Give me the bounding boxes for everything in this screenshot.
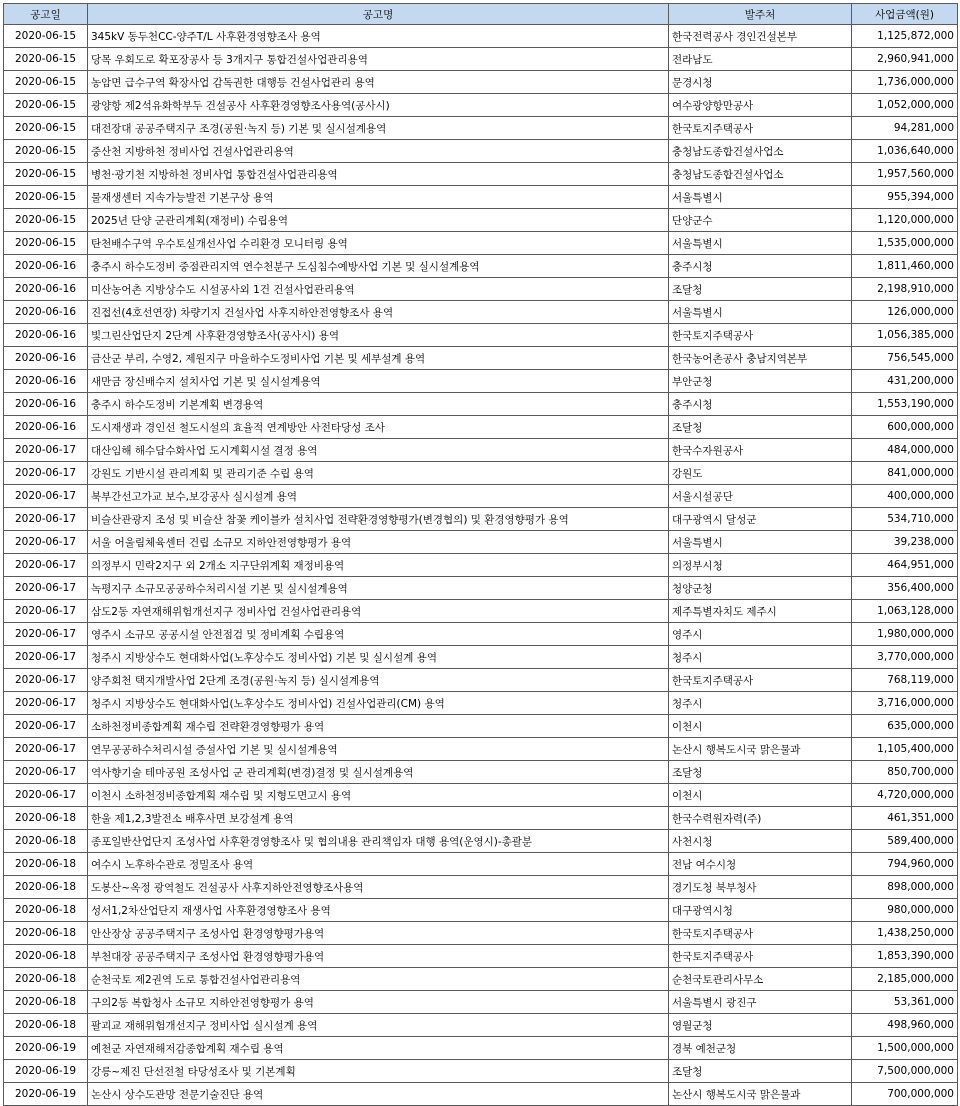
cell-notice-date[interactable]: 2020-06-18 xyxy=(4,876,88,899)
cell-notice-date[interactable]: 2020-06-15 xyxy=(4,209,88,232)
cell-client[interactable]: 논산시 행복도시국 맑은물과 xyxy=(669,1083,852,1106)
table-row[interactable] xyxy=(4,991,958,1014)
cell-notice-date[interactable]: 2020-06-18 xyxy=(4,991,88,1014)
table-row[interactable] xyxy=(4,186,958,209)
cell-notice-title[interactable]: 물재생센터 지속가능발전 기본구상 용역 xyxy=(88,186,669,209)
cell-amount[interactable]: 1,036,640,000 xyxy=(852,140,958,163)
table-row[interactable] xyxy=(4,922,958,945)
cell-client[interactable]: 한국토지주택공사 xyxy=(669,945,852,968)
cell-amount[interactable]: 1,125,872,000 xyxy=(852,25,958,48)
cell-client[interactable]: 한국토지주택공사 xyxy=(669,117,852,140)
bid-notice-table xyxy=(3,3,958,1106)
cell-client[interactable]: 한국수력원자력(주) xyxy=(669,807,852,830)
cell-amount[interactable]: 768,119,000 xyxy=(852,669,958,692)
cell-notice-date[interactable]: 2020-06-15 xyxy=(4,232,88,255)
cell-client[interactable]: 대구광역시청 xyxy=(669,899,852,922)
cell-amount[interactable]: 1,957,560,000 xyxy=(852,163,958,186)
cell-amount[interactable]: 400,000,000 xyxy=(852,485,958,508)
cell-client[interactable]: 여수광양항만공사 xyxy=(669,94,852,117)
cell-notice-title[interactable]: 부천대장 공공주택지구 조성사업 환경영향평가용역 xyxy=(88,945,669,968)
cell-notice-title[interactable]: 345kV 동두천CC-양주T/L 사후환경영향조사 용역 xyxy=(88,25,669,48)
table-row[interactable] xyxy=(4,1014,958,1037)
cell-notice-date[interactable]: 2020-06-17 xyxy=(4,623,88,646)
cell-notice-title[interactable]: 예천군 자연재해저감종합계획 재수립 용역 xyxy=(88,1037,669,1060)
header-amount[interactable]: 사업금액(원) xyxy=(852,4,958,25)
table-row[interactable] xyxy=(4,807,958,830)
cell-amount[interactable]: 1,063,128,000 xyxy=(852,600,958,623)
cell-notice-title[interactable]: 소하천정비종합계획 재수립 전략환경영향평가 용역 xyxy=(88,715,669,738)
table-row[interactable] xyxy=(4,715,958,738)
cell-notice-date[interactable]: 2020-06-18 xyxy=(4,830,88,853)
cell-amount[interactable]: 2,185,000,000 xyxy=(852,968,958,991)
cell-amount[interactable]: 589,400,000 xyxy=(852,830,958,853)
cell-notice-date[interactable]: 2020-06-17 xyxy=(4,669,88,692)
cell-notice-date[interactable]: 2020-06-17 xyxy=(4,508,88,531)
table-row[interactable] xyxy=(4,278,958,301)
cell-notice-title[interactable]: 청주시 지방상수도 현대화사업(노후상수도 정비사업) 기본 및 실시설계 용역 xyxy=(88,646,669,669)
cell-notice-title[interactable]: 금산군 부리, 수영2, 제원지구 마을하수도정비사업 기본 및 세부설계 용역 xyxy=(88,347,669,370)
cell-notice-title[interactable]: 안산장상 공공주택지구 조성사업 환경영향평가용역 xyxy=(88,922,669,945)
cell-amount[interactable]: 461,351,000 xyxy=(852,807,958,830)
cell-amount[interactable]: 700,000,000 xyxy=(852,1083,958,1106)
cell-client[interactable]: 사천시청 xyxy=(669,830,852,853)
cell-notice-title[interactable]: 대전장대 공공주택지구 조경(공원·녹지 등) 기본 및 실시설계용역 xyxy=(88,117,669,140)
cell-amount[interactable]: 1,811,460,000 xyxy=(852,255,958,278)
cell-amount[interactable]: 850,700,000 xyxy=(852,761,958,784)
cell-amount[interactable]: 1,500,000,000 xyxy=(852,1037,958,1060)
cell-client[interactable]: 충주시청 xyxy=(669,255,852,278)
cell-client[interactable]: 순천국토관리사무소 xyxy=(669,968,852,991)
cell-notice-title[interactable]: 대산임해 해수담수화사업 도시계획시설 결정 용역 xyxy=(88,439,669,462)
cell-amount[interactable]: 1,535,000,000 xyxy=(852,232,958,255)
table-row[interactable] xyxy=(4,830,958,853)
table-row[interactable] xyxy=(4,209,958,232)
cell-notice-title[interactable]: 한울 제1,2,3발전소 배후사면 보강설계 용역 xyxy=(88,807,669,830)
cell-client[interactable]: 조달청 xyxy=(669,761,852,784)
cell-client[interactable]: 강원도 xyxy=(669,462,852,485)
cell-notice-title[interactable]: 충주시 하수도정비 중점관리지역 연수천분구 도심침수예방사업 기본 및 실시설계용역 xyxy=(88,255,669,278)
cell-notice-title[interactable]: 강원도 기반시설 관리계획 및 관리기준 수립 용역 xyxy=(88,462,669,485)
cell-amount[interactable]: 980,000,000 xyxy=(852,899,958,922)
cell-notice-date[interactable]: 2020-06-15 xyxy=(4,25,88,48)
cell-notice-title[interactable]: 광양항 제2석유화학부두 건설공사 사후환경영향조사용역(공사시) xyxy=(88,94,669,117)
cell-amount[interactable]: 898,000,000 xyxy=(852,876,958,899)
cell-amount[interactable]: 2,198,910,000 xyxy=(852,278,958,301)
cell-notice-date[interactable]: 2020-06-17 xyxy=(4,715,88,738)
cell-notice-date[interactable]: 2020-06-16 xyxy=(4,255,88,278)
table-row[interactable] xyxy=(4,1060,958,1083)
cell-notice-date[interactable]: 2020-06-19 xyxy=(4,1037,88,1060)
cell-amount[interactable]: 464,951,000 xyxy=(852,554,958,577)
cell-notice-title[interactable]: 농암면 급수구역 확장사업 감독권한 대행등 건설사업관리 용역 xyxy=(88,71,669,94)
cell-notice-title[interactable]: 구의2동 복합청사 소규모 지하안전영향평가 용역 xyxy=(88,991,669,1014)
cell-client[interactable]: 문경시청 xyxy=(669,71,852,94)
cell-notice-title[interactable]: 당목 우회도로 확포장공사 등 3개지구 통합건설사업관리용역 xyxy=(88,48,669,71)
cell-client[interactable]: 한국토지주택공사 xyxy=(669,922,852,945)
cell-notice-title[interactable]: 충주시 하수도정비 기본계획 변경용역 xyxy=(88,393,669,416)
table-row[interactable] xyxy=(4,439,958,462)
cell-notice-date[interactable]: 2020-06-17 xyxy=(4,577,88,600)
cell-notice-title[interactable]: 2025년 단양 군관리계획(재정비) 수립용역 xyxy=(88,209,669,232)
cell-amount[interactable]: 600,000,000 xyxy=(852,416,958,439)
cell-notice-date[interactable]: 2020-06-16 xyxy=(4,278,88,301)
cell-amount[interactable]: 94,281,000 xyxy=(852,117,958,140)
cell-client[interactable]: 서울특별시 xyxy=(669,301,852,324)
cell-client[interactable]: 단양군수 xyxy=(669,209,852,232)
cell-amount[interactable]: 484,000,000 xyxy=(852,439,958,462)
cell-notice-title[interactable]: 성서1,2차산업단지 재생사업 사후환경영향조사 용역 xyxy=(88,899,669,922)
cell-notice-date[interactable]: 2020-06-17 xyxy=(4,439,88,462)
cell-notice-title[interactable]: 빛그린산업단지 2단계 사후환경영향조사(공사시) 용역 xyxy=(88,324,669,347)
cell-amount[interactable]: 126,000,000 xyxy=(852,301,958,324)
cell-notice-title[interactable]: 역사향기술 테마공원 조성사업 군 관리계획(변경)결정 및 실시설계용역 xyxy=(88,761,669,784)
cell-amount[interactable]: 356,400,000 xyxy=(852,577,958,600)
cell-notice-title[interactable]: 팔괴교 재해위험개선지구 정비사업 실시설계 용역 xyxy=(88,1014,669,1037)
cell-notice-title[interactable]: 진접선(4호선연장) 차량기지 건설사업 사후지하안전영향조사 용역 xyxy=(88,301,669,324)
cell-notice-date[interactable]: 2020-06-18 xyxy=(4,968,88,991)
table-row[interactable] xyxy=(4,577,958,600)
cell-notice-date[interactable]: 2020-06-15 xyxy=(4,186,88,209)
cell-client[interactable]: 논산시 행복도시국 맑은물과 xyxy=(669,738,852,761)
table-row[interactable] xyxy=(4,416,958,439)
table-row[interactable] xyxy=(4,761,958,784)
cell-client[interactable]: 청주시 xyxy=(669,692,852,715)
table-row[interactable] xyxy=(4,554,958,577)
cell-amount[interactable]: 1,052,000,000 xyxy=(852,94,958,117)
cell-notice-title[interactable]: 비슬산관광지 조성 및 비슬산 참꽃 케이블카 설치사업 전략환경영향평가(변경협의) 및 환경영향평가 용역 xyxy=(88,508,669,531)
cell-notice-date[interactable]: 2020-06-17 xyxy=(4,554,88,577)
table-row[interactable] xyxy=(4,370,958,393)
cell-client[interactable]: 조달청 xyxy=(669,1060,852,1083)
cell-notice-title[interactable]: 북부간선고가교 보수,보강공사 실시설계 용역 xyxy=(88,485,669,508)
cell-notice-date[interactable]: 2020-06-17 xyxy=(4,485,88,508)
cell-client[interactable]: 한국토지주택공사 xyxy=(669,669,852,692)
table-row[interactable] xyxy=(4,48,958,71)
cell-amount[interactable]: 1,056,385,000 xyxy=(852,324,958,347)
cell-client[interactable]: 조달청 xyxy=(669,278,852,301)
cell-client[interactable]: 한국농어촌공사 충남지역본부 xyxy=(669,347,852,370)
header-row xyxy=(4,4,958,25)
cell-client[interactable]: 한국전력공사 경인건설본부 xyxy=(669,25,852,48)
cell-client[interactable]: 의정부시청 xyxy=(669,554,852,577)
cell-notice-date[interactable]: 2020-06-18 xyxy=(4,945,88,968)
cell-notice-title[interactable]: 탄천배수구역 우수토실개선사업 수리환경 모니터링 용역 xyxy=(88,232,669,255)
cell-notice-date[interactable]: 2020-06-19 xyxy=(4,1083,88,1106)
cell-notice-date[interactable]: 2020-06-18 xyxy=(4,853,88,876)
cell-client[interactable]: 충청남도종합건설사업소 xyxy=(669,140,852,163)
table-row[interactable] xyxy=(4,163,958,186)
cell-notice-date[interactable]: 2020-06-17 xyxy=(4,784,88,807)
cell-notice-date[interactable]: 2020-06-18 xyxy=(4,1014,88,1037)
cell-notice-title[interactable]: 의정부시 민락2지구 외 2개소 지구단위계획 재정비용역 xyxy=(88,554,669,577)
cell-notice-date[interactable]: 2020-06-15 xyxy=(4,48,88,71)
table-row[interactable] xyxy=(4,117,958,140)
table-row[interactable] xyxy=(4,301,958,324)
cell-notice-title[interactable]: 병천·광기천 지방하천 정비사업 통합건설사업관리용역 xyxy=(88,163,669,186)
cell-client[interactable]: 부안군청 xyxy=(669,370,852,393)
cell-notice-date[interactable]: 2020-06-17 xyxy=(4,462,88,485)
cell-client[interactable]: 충청남도종합건설사업소 xyxy=(669,163,852,186)
cell-amount[interactable]: 498,960,000 xyxy=(852,1014,958,1037)
cell-notice-date[interactable]: 2020-06-17 xyxy=(4,692,88,715)
cell-amount[interactable]: 1,736,000,000 xyxy=(852,71,958,94)
table-row[interactable] xyxy=(4,876,958,899)
table-row[interactable] xyxy=(4,600,958,623)
cell-notice-title[interactable]: 이천시 소하천정비종합계획 재수립 및 지형도면고시 용역 xyxy=(88,784,669,807)
cell-client[interactable]: 청주시 xyxy=(669,646,852,669)
table-row[interactable] xyxy=(4,347,958,370)
cell-notice-title[interactable]: 녹평지구 소규모공공하수처리시설 기본 및 실시설계용역 xyxy=(88,577,669,600)
table-row[interactable] xyxy=(4,140,958,163)
cell-client[interactable]: 대구광역시 달성군 xyxy=(669,508,852,531)
cell-amount[interactable]: 635,000,000 xyxy=(852,715,958,738)
cell-notice-date[interactable]: 2020-06-16 xyxy=(4,301,88,324)
cell-notice-date[interactable]: 2020-06-16 xyxy=(4,393,88,416)
cell-amount[interactable]: 534,710,000 xyxy=(852,508,958,531)
cell-notice-title[interactable]: 미산농어촌 지방상수도 시설공사외 1건 건설사업관리용역 xyxy=(88,278,669,301)
cell-notice-date[interactable]: 2020-06-16 xyxy=(4,416,88,439)
cell-amount[interactable]: 4,720,000,000 xyxy=(852,784,958,807)
cell-client[interactable]: 충주시청 xyxy=(669,393,852,416)
table-row[interactable] xyxy=(4,94,958,117)
table-row[interactable] xyxy=(4,738,958,761)
table-row[interactable] xyxy=(4,1083,958,1106)
header-client[interactable]: 발주처 xyxy=(669,4,852,25)
cell-notice-title[interactable]: 삼도2동 자연재해위험개선지구 정비사업 건설사업관리용역 xyxy=(88,600,669,623)
table-row[interactable] xyxy=(4,784,958,807)
cell-amount[interactable]: 2,960,941,000 xyxy=(852,48,958,71)
cell-client[interactable]: 경기도청 북부청사 xyxy=(669,876,852,899)
cell-amount[interactable]: 1,853,390,000 xyxy=(852,945,958,968)
cell-notice-date[interactable]: 2020-06-17 xyxy=(4,531,88,554)
cell-notice-date[interactable]: 2020-06-19 xyxy=(4,1060,88,1083)
cell-notice-date[interactable]: 2020-06-16 xyxy=(4,370,88,393)
cell-amount[interactable]: 39,238,000 xyxy=(852,531,958,554)
table-row[interactable] xyxy=(4,899,958,922)
cell-notice-date[interactable]: 2020-06-15 xyxy=(4,71,88,94)
table-row[interactable] xyxy=(4,1037,958,1060)
cell-notice-date[interactable]: 2020-06-15 xyxy=(4,140,88,163)
cell-notice-title[interactable]: 서울 어울림체육센터 건립 소규모 지하안전영향평가 용역 xyxy=(88,531,669,554)
cell-client[interactable]: 한국수자원공사 xyxy=(669,439,852,462)
cell-notice-date[interactable]: 2020-06-17 xyxy=(4,738,88,761)
table-row[interactable] xyxy=(4,485,958,508)
header-notice-title[interactable]: 공고명 xyxy=(88,4,669,25)
cell-notice-title[interactable]: 논산시 상수도관망 전문기술진단 용역 xyxy=(88,1083,669,1106)
cell-notice-date[interactable]: 2020-06-15 xyxy=(4,163,88,186)
cell-client[interactable]: 제주특별자치도 제주시 xyxy=(669,600,852,623)
cell-amount[interactable]: 1,120,000,000 xyxy=(852,209,958,232)
cell-notice-title[interactable]: 순천국토 제2권역 도로 통합건설사업관리용역 xyxy=(88,968,669,991)
table-row[interactable] xyxy=(4,255,958,278)
cell-amount[interactable]: 3,716,000,000 xyxy=(852,692,958,715)
cell-client[interactable]: 전라남도 xyxy=(669,48,852,71)
cell-client[interactable]: 조달청 xyxy=(669,416,852,439)
cell-amount[interactable]: 1,980,000,000 xyxy=(852,623,958,646)
cell-client[interactable]: 이천시 xyxy=(669,784,852,807)
cell-client[interactable]: 영주시 xyxy=(669,623,852,646)
cell-client[interactable]: 서울특별시 xyxy=(669,531,852,554)
cell-client[interactable]: 영월군청 xyxy=(669,1014,852,1037)
table-row[interactable] xyxy=(4,393,958,416)
cell-client[interactable]: 서울특별시 xyxy=(669,186,852,209)
cell-notice-date[interactable]: 2020-06-17 xyxy=(4,600,88,623)
table-row[interactable] xyxy=(4,968,958,991)
table-row[interactable] xyxy=(4,508,958,531)
cell-notice-title[interactable]: 양주회천 택지개발사업 2단계 조경(공원·녹지 등) 실시설계용역 xyxy=(88,669,669,692)
table-row[interactable] xyxy=(4,324,958,347)
cell-notice-title[interactable]: 영주시 소규모 공공시설 안전점검 및 정비계획 수립용역 xyxy=(88,623,669,646)
table-row[interactable] xyxy=(4,25,958,48)
table-row[interactable] xyxy=(4,462,958,485)
cell-amount[interactable]: 794,960,000 xyxy=(852,853,958,876)
cell-amount[interactable]: 955,394,000 xyxy=(852,186,958,209)
cell-amount[interactable]: 7,500,000,000 xyxy=(852,1060,958,1083)
cell-amount[interactable]: 756,545,000 xyxy=(852,347,958,370)
cell-notice-date[interactable]: 2020-06-16 xyxy=(4,324,88,347)
cell-notice-date[interactable]: 2020-06-15 xyxy=(4,94,88,117)
cell-notice-title[interactable]: 연무공공하수처리시설 증설사업 기본 및 실시설계용역 xyxy=(88,738,669,761)
cell-amount[interactable]: 53,361,000 xyxy=(852,991,958,1014)
table-row[interactable] xyxy=(4,71,958,94)
table-row[interactable] xyxy=(4,692,958,715)
cell-amount[interactable]: 1,105,400,000 xyxy=(852,738,958,761)
cell-client[interactable]: 경북 예천군청 xyxy=(669,1037,852,1060)
table-row[interactable] xyxy=(4,669,958,692)
table-body xyxy=(4,25,958,1106)
cell-notice-date[interactable]: 2020-06-18 xyxy=(4,807,88,830)
cell-client[interactable]: 청양군청 xyxy=(669,577,852,600)
cell-notice-date[interactable]: 2020-06-18 xyxy=(4,922,88,945)
table-row[interactable] xyxy=(4,623,958,646)
cell-amount[interactable]: 431,200,000 xyxy=(852,370,958,393)
cell-amount[interactable]: 3,770,000,000 xyxy=(852,646,958,669)
table-row[interactable] xyxy=(4,945,958,968)
cell-client[interactable]: 전남 여수시청 xyxy=(669,853,852,876)
cell-notice-date[interactable]: 2020-06-17 xyxy=(4,646,88,669)
cell-notice-title[interactable]: 청주시 지방상수도 현대화사업(노후상수도 정비사업) 건설사업관리(CM) 용역 xyxy=(88,692,669,715)
table-row[interactable] xyxy=(4,853,958,876)
cell-notice-title[interactable]: 도시재생과 경인선 철도시설의 효율적 연계방안 사전타당성 조사 xyxy=(88,416,669,439)
cell-client[interactable]: 한국토지주택공사 xyxy=(669,324,852,347)
cell-notice-title[interactable]: 강릉~제진 단선전철 타당성조사 및 기본계획 xyxy=(88,1060,669,1083)
table-row[interactable] xyxy=(4,646,958,669)
cell-notice-title[interactable]: 새만금 장신배수지 설치사업 기본 및 실시설계용역 xyxy=(88,370,669,393)
table-row[interactable] xyxy=(4,531,958,554)
cell-client[interactable]: 서울특별시 광진구 xyxy=(669,991,852,1014)
cell-notice-date[interactable]: 2020-06-15 xyxy=(4,117,88,140)
cell-notice-title[interactable]: 종포일반산업단지 조성사업 사후환경영향조사 및 협의내용 관리책임자 대행 용역(운영시)-총괄분 xyxy=(88,830,669,853)
cell-notice-title[interactable]: 여수시 노후하수관로 정밀조사 용역 xyxy=(88,853,669,876)
cell-amount[interactable]: 1,553,190,000 xyxy=(852,393,958,416)
cell-notice-date[interactable]: 2020-06-17 xyxy=(4,761,88,784)
cell-notice-date[interactable]: 2020-06-16 xyxy=(4,347,88,370)
cell-client[interactable]: 서울시설공단 xyxy=(669,485,852,508)
cell-client[interactable]: 이천시 xyxy=(669,715,852,738)
header-notice-date[interactable]: 공고일 xyxy=(4,4,88,25)
cell-notice-title[interactable]: 중산천 지방하천 정비사업 건설사업관리용역 xyxy=(88,140,669,163)
cell-notice-date[interactable]: 2020-06-18 xyxy=(4,899,88,922)
table-row[interactable] xyxy=(4,232,958,255)
cell-client[interactable]: 서울특별시 xyxy=(669,232,852,255)
cell-amount[interactable]: 1,438,250,000 xyxy=(852,922,958,945)
cell-amount[interactable]: 841,000,000 xyxy=(852,462,958,485)
cell-notice-title[interactable]: 도봉산~옥정 광역철도 건설공사 사후지하안전영향조사용역 xyxy=(88,876,669,899)
